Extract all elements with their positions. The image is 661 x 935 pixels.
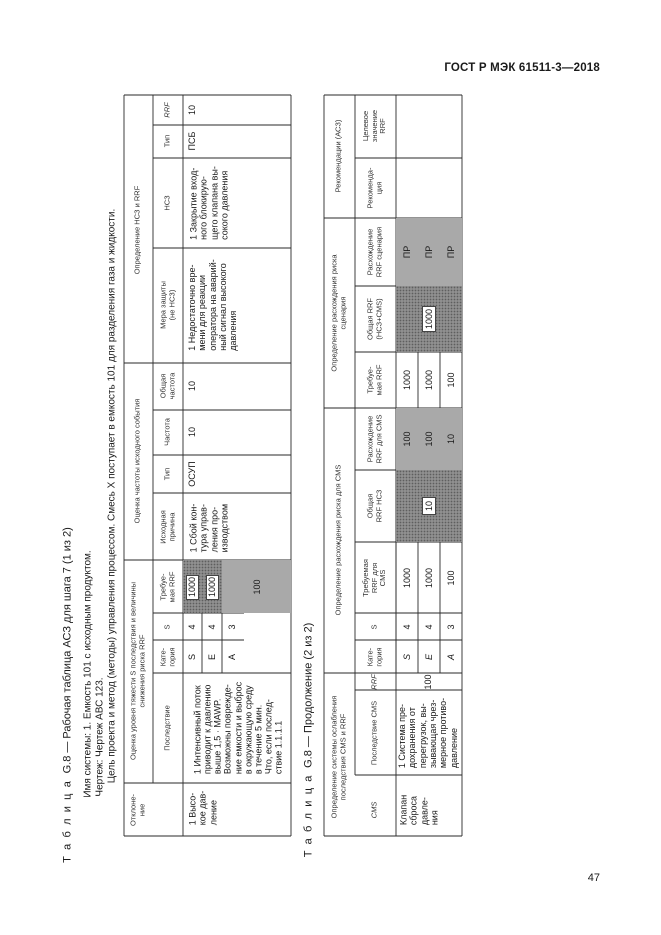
t1-category-s: S — [186, 653, 197, 661]
t1-protection-measure: 1 Недостаточно вре- мени для реакции оператора на аварий- ный сигнал высокого давления — [187, 259, 239, 351]
table1-caption: Т а б л и ц а G.8 — Рабочая таблица АСЗ для шага 7 (1 из 2) — [61, 527, 74, 863]
t1-ipl-type: ПСБ — [186, 131, 197, 151]
t1-category-e: E — [206, 653, 217, 661]
t2-cms: Клапан сброса давле- ния — [398, 794, 440, 826]
t1-required-rrf: 1000 — [186, 576, 197, 598]
t2-total-rrf-ipl: 10 — [423, 500, 434, 512]
t2-s-value: 4 — [423, 624, 434, 630]
t2-h-req-rrf-cms: Требуемая RRF для CMS — [361, 559, 388, 597]
t1-h-ipl: НСЗ — [162, 195, 172, 211]
t1-required-rrf: 100 — [251, 579, 262, 595]
t2-h-gap-scen-group: Определение расхождения риска сценария — [329, 254, 347, 372]
t2-h-total-rrf-ipl: Общая RRF НСЗ — [365, 489, 383, 523]
table1-system-name: Имя системы: 1. Емкость 101 с исходным продуктом. — [82, 550, 94, 798]
t2-req-rrf: 1000 — [401, 369, 412, 391]
t2-h-req-rrf: Требуе- мая RRF — [365, 364, 383, 396]
t2-h-cms: CMS — [369, 801, 379, 819]
t2-gap-cms: 100 — [401, 431, 412, 447]
t1-initiating-cause: 1 Сбой кон- тура управ- ления про- изводством — [188, 503, 230, 553]
t2-category-s: S — [401, 653, 412, 661]
page-number: 47 — [587, 872, 600, 884]
t1-h-required-rrf: Требуе- мая RRF — [158, 571, 176, 603]
t1-h-consequence: Последствие — [162, 705, 172, 751]
t1-h-initiating-cause: Исходная причина — [158, 510, 176, 544]
t1-type: ОСУП — [186, 461, 197, 487]
t2-gap-cms: 10 — [445, 433, 456, 445]
t1-h-rrf: RRF — [162, 102, 172, 118]
t2-category-a: A — [445, 653, 456, 661]
table1-purpose: Цель проекта и метод (методы) управления процессом. Смесь Х поступает в емкость 101 для разделения газа и жидкости. — [106, 208, 118, 784]
t1-s-value: 4 — [186, 624, 197, 630]
t1-h-severity-group: Оценка уровня тяжести S последствия и величины снижения риска RRF — [128, 581, 146, 761]
t1-total-frequency: 10 — [186, 380, 197, 392]
t2-rrf: 100 — [422, 674, 433, 690]
t1-rrf: 10 — [186, 104, 197, 116]
t2-h-total-rrf-scen: Общая RRF (НСЗ+CMS) — [365, 297, 383, 341]
t2-req-rrf: 1000 — [423, 369, 434, 391]
t2-req-rrf-cms: 1000 — [423, 567, 434, 589]
t2-h-recommendation: Рекоменда- ция — [365, 167, 383, 209]
t1-category-a: A — [226, 653, 237, 661]
t1-required-rrf: 1000 — [206, 576, 217, 598]
t2-s-value: 4 — [401, 624, 412, 630]
t2-h-cms-consequence: Последствие CMS — [369, 700, 379, 766]
t2-gap-scen: ПР — [423, 245, 434, 259]
t2-cms-consequence: 1 Система пре- дохранения от перегрузок, вы- зывающая чрез- мерное противо- давление — [396, 697, 459, 769]
t1-h-ipl-type: Тип — [162, 134, 172, 148]
t1-deviation: 1 Высо- кое дав- ление — [187, 790, 219, 826]
t1-h-category: Кате- гория — [158, 647, 176, 667]
t2-h-gap-cms-group: Определение расхождения риска для CMS — [333, 464, 343, 616]
t2-gap-scen: ПР — [445, 245, 456, 259]
t1-h-ipl-group: Определение НСЗ и RRF — [132, 185, 142, 275]
t2-gap-scen: ПР — [401, 245, 412, 259]
t1-h-frequency: Частота — [162, 418, 172, 446]
t2-total-rrf-scen: 1000 — [423, 308, 434, 330]
t2-h-cms-group: Определение системы ослабления последствия CMS и RRF — [329, 695, 347, 819]
t2-h-gap-cms: Расхождение RRF для CMS — [365, 414, 383, 464]
t2-h-target: Целевое значение RRF — [361, 109, 388, 143]
t2-h-rec-group: Рекомендации (АСЗ) — [333, 119, 343, 193]
t2-category-e: E — [423, 653, 434, 661]
t2-h-gap-scen: Расхождение RRF сценария — [365, 226, 383, 278]
t2-h-s: S — [369, 624, 379, 630]
table1-drawing: Чертеж: Чертеж АВС 123. — [94, 677, 106, 797]
table2-caption: Т а б л и ц а G.8 — Продолжение (2 из 2) — [302, 622, 315, 858]
t1-ipl: 1 Закрытие вход- ного блокирую- щего клапана вы- сокого давления — [188, 166, 230, 240]
t2-req-rrf-cms: 1000 — [401, 567, 412, 589]
t1-h-type: Тип — [162, 467, 172, 481]
t1-h-deviation: Отклоне- ние — [128, 793, 146, 827]
standard-designation: ГОСТ Р МЭК 61511-3—2018 — [444, 62, 600, 74]
t2-gap-cms: 100 — [423, 431, 434, 447]
t1-s-value: 3 — [226, 624, 237, 630]
t2-h-category: Кате- гория — [365, 647, 383, 667]
t2-s-value: 3 — [445, 624, 456, 630]
t2-req-rrf: 100 — [445, 372, 456, 388]
t1-h-frequency-group: Оценка частоты исходного события — [132, 398, 142, 524]
t1-h-s: S — [162, 624, 172, 630]
t1-frequency: 10 — [186, 426, 197, 438]
t1-h-protection-measure: Мера защиты (не НСЗ) — [158, 281, 176, 329]
t2-h-rrf: RRF — [369, 674, 379, 690]
t1-s-value: 4 — [206, 624, 217, 630]
t2-req-rrf-cms: 100 — [445, 570, 456, 586]
t1-h-total-frequency: Общая частота — [158, 372, 176, 400]
t1-consequence: 1 Интенсивный поток приводит к давлению выше 1,5 · MAWP. Возможны поврежде- ние емкости и выброс в окружающую среду в течение 5 мин. Что, если послед- ствие 1.1.1.1 — [192, 681, 284, 775]
